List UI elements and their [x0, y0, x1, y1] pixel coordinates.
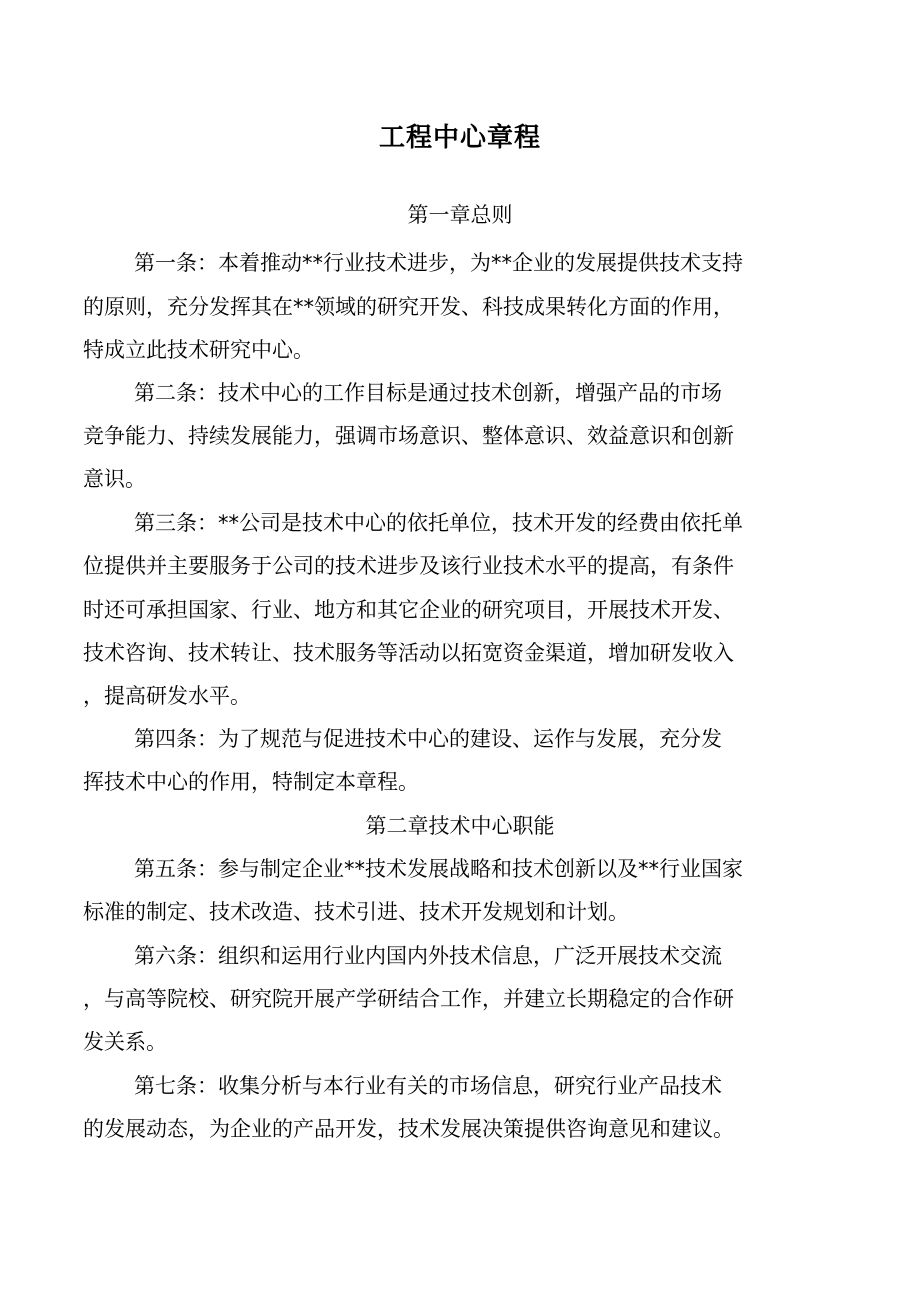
- article-4-line-2: 挥技术中心的作用，特制定本章程。: [83, 770, 419, 794]
- article-3-line-2: 位提供并主要服务于公司的技术进步及该行业技术水平的提高，有条件: [83, 554, 734, 578]
- article-2-line-1: 第二条：技术中心的工作目标是通过技术创新，增强产品的市场: [134, 381, 722, 405]
- article-1-line-1: 第一条：本着推动**行业技术进步，为**企业的发展提供技术支持: [134, 251, 743, 275]
- article-3-line-4: 技术咨询、技术转让、技术服务等活动以拓宽资金渠道，增加研发收入: [83, 641, 734, 665]
- article-3-line-5: ，提高研发水平。: [83, 684, 251, 708]
- article-7-line-2: 的发展动态，为企业的产品开发，技术发展决策提供咨询意见和建议。: [83, 1117, 734, 1141]
- article-1-line-2: 的原则，充分发挥其在**领域的研究开发、科技成果转化方面的作用，: [83, 295, 734, 319]
- article-7-line-1: 第七条：收集分析与本行业有关的市场信息，研究行业产品技术: [134, 1074, 722, 1098]
- page-title: 工程中心章程: [378, 123, 541, 153]
- article-5-line-1: 第五条：参与制定企业**技术发展战略和技术创新以及**行业国家: [134, 857, 743, 881]
- article-3-line-1: 第三条：**公司是技术中心的依托单位，技术开发的经费由依托单: [134, 511, 743, 535]
- article-3-line-3: 时还可承担国家、行业、地方和其它企业的研究项目，开展技术开发、: [83, 598, 734, 622]
- chapter-2-heading: 第二章技术中心职能: [365, 814, 555, 838]
- chapter-1-heading: 第一章总则: [407, 203, 513, 227]
- article-6-line-2: ，与高等院校、研究院开展产学研结合工作，并建立长期稳定的合作研: [83, 987, 734, 1011]
- article-6-line-3: 发关系。: [83, 1030, 167, 1054]
- article-5-line-2: 标准的制定、技术改造、技术引进、技术开发规划和计划。: [83, 900, 629, 924]
- article-2-line-3: 意识。: [83, 467, 146, 491]
- article-6-line-1: 第六条：组织和运用行业内国内外技术信息，广泛开展技术交流: [134, 944, 722, 968]
- article-1-line-3: 特成立此技术研究中心。: [83, 338, 314, 362]
- article-2-line-2: 竞争能力、持续发展能力，强调市场意识、整体意识、效益意识和创新: [83, 424, 734, 448]
- article-4-line-1: 第四条：为了规范与促进技术中心的建设、运作与发展，充分发: [134, 727, 722, 751]
